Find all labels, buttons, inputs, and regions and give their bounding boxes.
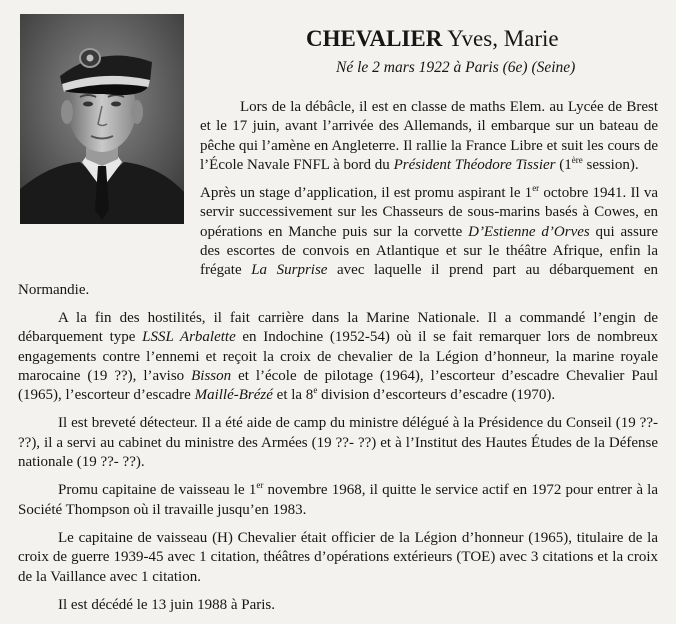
biography-text (18, 98, 658, 624)
photo-wrap-spacer (18, 98, 200, 276)
paragraph-5 (18, 481, 658, 520)
birth-line: Né le 2 mars 1922 à Paris (6e) (Seine) (336, 59, 576, 76)
italic-text: Président Théodore Tissier (393, 156, 556, 173)
person-name (306, 25, 666, 52)
paragraph-6 (18, 529, 658, 587)
text-segment: Il est breveté détecteur. Il a été aide de camp du ministre délégué à la Présidence du Conseil (19 ??- ??), il a servi au cabinet du ministre des Armées (19 ??- ??) et à l’Institut des Hautes Études de la Défense nationale (19 ??- ??). (18, 415, 658, 471)
text-segment: en Indochine (1952-54) où il se fait remarquer lors de nombreux engagements contre l’ennemi et reçoit la croix de chevalier de la Légion d’honneur, la marine royale marocaine (19 ??), l’aviso (18, 329, 658, 384)
italic-text: La Surprise (251, 262, 328, 279)
surname: CHEVALIER (306, 26, 443, 51)
text-segment: octobre 1941. Il va servir successivement sur les Chasseurs de sous-marins basés à Cowes, en opérations en Manche puis sur la corvette (200, 185, 658, 240)
text-segment: Promu capitaine de vaisseau le 1 (58, 482, 257, 499)
italic-text: LSSL Arbalette (142, 329, 236, 346)
text-segment: Le capitaine de vaisseau (H) Chevalier était officier de la Légion d’honneur (1965), titulaire de la croix de guerre 1939-45 avec 1 citation, théâtres d’opérations extérieurs (TOE) avec 3 citations et la croix de la Vaillance avec 1 citation. (18, 529, 658, 585)
text-segment: et la 8 (272, 387, 314, 404)
text-segment: division d’escorteurs d’escadre (1970). (317, 387, 556, 404)
text-segment: Lors de la débâcle, il est en classe de maths Elem. au Lycée de Brest et le 17 juin, avant l’arrivée des Allemands, il embarque sur un bateau de pêche qui l’amène en Angleterre. Il rallie la France Libre et suit les cours de l’École Navale FNFL à bord du (200, 99, 658, 173)
paragraph-7 (18, 596, 658, 615)
text-segment: novembre 1968, il quitte le service actif en 1972 pour entrer à la Société Thompson où il travaille jusqu’en 1983. (18, 482, 659, 518)
text-segment: Il est décédé le 13 juin 1988 à Paris. (58, 596, 276, 613)
text-segment: A la fin des hostilités, il fait carrière dans la Marine Nationale. Il a commandé l’engin de débarquement type (18, 309, 658, 346)
text-segment: Après un stage d’application, il est promu aspirant le 1 (200, 185, 533, 202)
italic-text: D’Estienne d’Orves (468, 223, 590, 240)
superscript: er (256, 480, 264, 491)
paragraph-3 (18, 309, 658, 405)
text-segment: qui assure des escortes de convois en Atlantique et sur le théâtre Afrique, enfin la frégate (200, 223, 658, 279)
superscript: ère (571, 154, 583, 165)
italic-text: Bisson (191, 367, 232, 384)
text-segment: avec laquelle il prend part au débarquement en Normandie. (18, 262, 658, 298)
superscript: er (532, 183, 540, 194)
italic-text: Maillé-Brézé (194, 387, 273, 404)
text-segment: (1 (555, 156, 572, 173)
given-names: Yves, Marie (447, 26, 559, 51)
paragraph-4 (18, 414, 658, 472)
superscript: e (313, 385, 318, 396)
text-segment: et l’école de pilotage (1964), l’escorteur d’escadre Chevalier Paul (1965), l’escorteur d’escadre (18, 367, 658, 404)
text-segment: session). (582, 156, 639, 173)
